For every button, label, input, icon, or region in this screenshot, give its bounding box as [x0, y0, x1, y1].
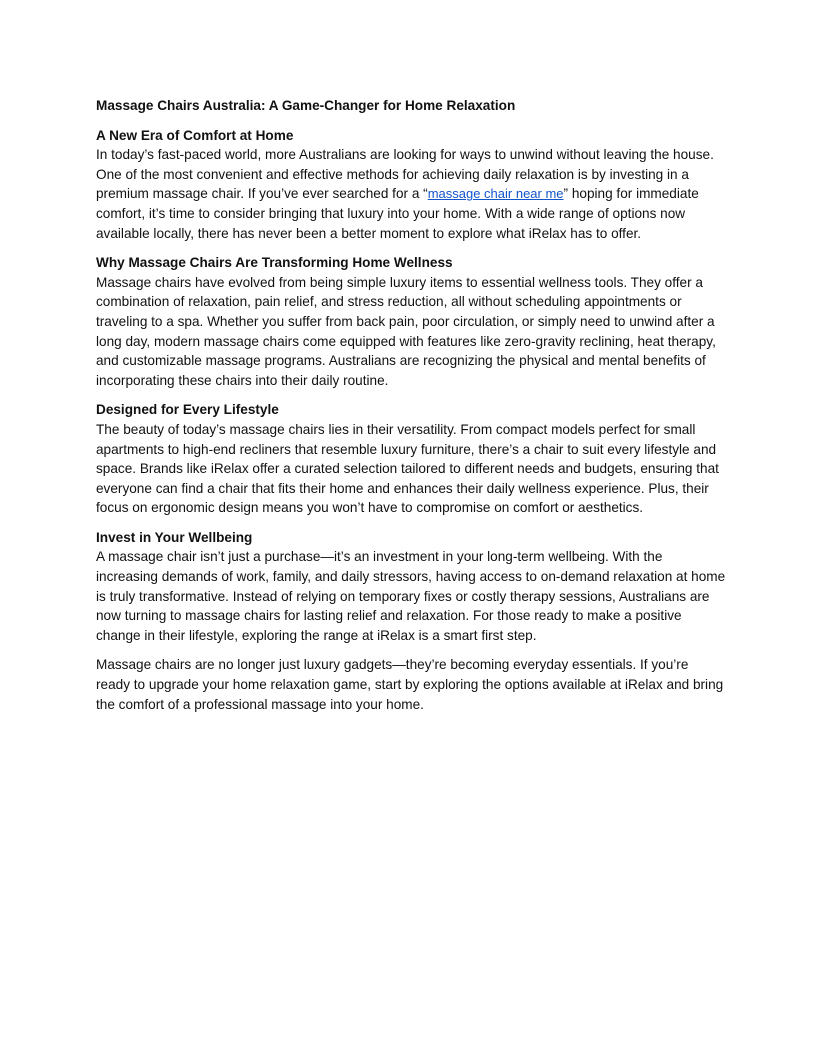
- section-body: Massage chairs have evolved from being simple luxury items to essential wellness tools. They offer a combination of relaxation, pain relief, and stress reduction, all without scheduling appointments or traveling to a spa. Whether you suffer from back pain, poor circulation, or simply need to unwind after a long day, modern massage chairs come equipped with features like zero-gravity reclining, heat therapy, and customizable massage programs. Australians are recognizing the physical and mental benefits of incorporating these chairs into their daily routine.: [96, 274, 716, 388]
- section-transforming-wellness: [96, 253, 726, 390]
- section-heading: Invest in Your Wellbeing: [96, 529, 253, 545]
- closing-section: [96, 655, 726, 714]
- body-text-after-link: ” hoping for immediate comfort, it’s time to consider bringing that luxury into your home. With a wide range of options now available locally, there has never been a better moment to explore what iRelax has to offer.: [96, 186, 699, 241]
- closing-paragraph: Massage chairs are no longer just luxury gadgets—they’re becoming everyday essentials. If you’re ready to upgrade your home relaxation game, start by exploring the options available at iRelax and bring the comfort of a professional massage into your home.: [96, 657, 724, 712]
- section-heading: Designed for Every Lifestyle: [96, 402, 279, 418]
- section-heading: Why Massage Chairs Are Transforming Home Wellness: [96, 255, 453, 271]
- section-heading: A New Era of Comfort at Home: [96, 127, 294, 143]
- section-invest-wellbeing: [96, 528, 726, 646]
- massage-chair-near-me-link[interactable]: massage chair near me: [427, 186, 564, 202]
- body-text-before-link: In today’s fast-paced world, more Australians are looking for ways to unwind without leaving the house. One of the most convenient and effective methods for achieving daily relaxation is by investing in a premium massage chair. If you’ve ever searched for a “: [96, 147, 714, 202]
- section-body: [96, 145, 726, 243]
- document-page: [96, 96, 726, 724]
- section-body: A massage chair isn’t just a purchase—it’s an investment in your long-term wellbeing. With the increasing demands of work, family, and daily stressors, having access to on-demand relaxation at home is truly transformative. Instead of relying on temporary fixes or costly therapy sessions, Australians are now turning to massage chairs for lasting relief and relaxation. For those ready to make a positive change in their lifestyle, exploring the range at iRelax is a smart first step.: [96, 549, 726, 643]
- section-every-lifestyle: [96, 400, 726, 518]
- document-title: Massage Chairs Australia: A Game-Changer for Home Relaxation: [96, 98, 516, 113]
- section-body: The beauty of today’s massage chairs lies in their versatility. From compact models perfect for small apartments to high-end recliners that resemble luxury furniture, there’s a chair to suit every lifestyle and space. Brands like iRelax offer a curated selection tailored to different needs and budgets, ensuring that everyone can find a chair that fits their home and enhances their daily wellness experience. Plus, their focus on ergonomic design means you won’t have to compromise on comfort or aesthetics.: [96, 421, 719, 516]
- section-new-era: [96, 126, 726, 244]
